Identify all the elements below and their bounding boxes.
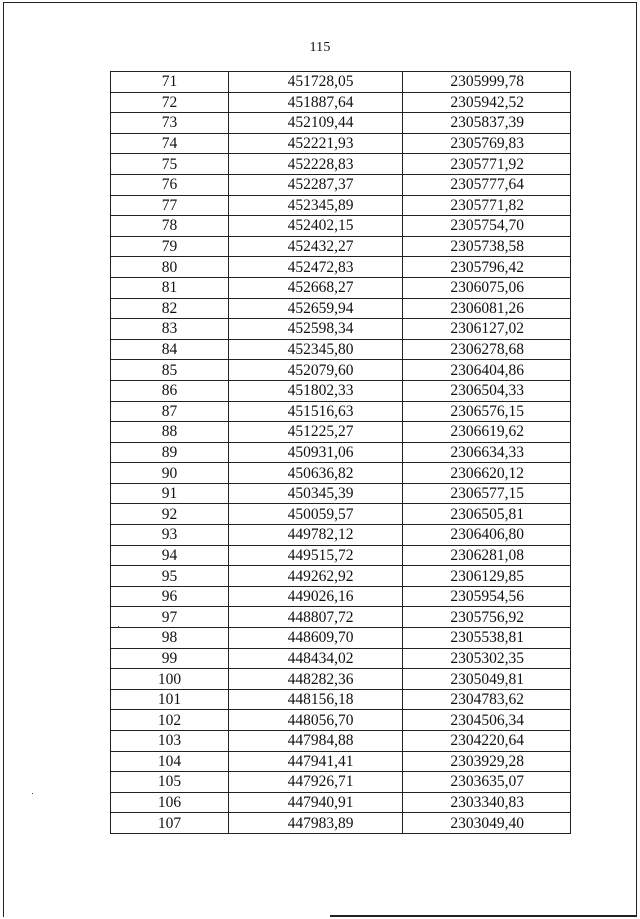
scan-speck (118, 626, 119, 627)
point-number-cell: 98 (111, 628, 229, 649)
point-number-cell: 72 (111, 92, 229, 113)
point-number-cell: 91 (111, 483, 229, 504)
point-number-cell: 101 (111, 689, 229, 710)
x-coordinate-cell: 448807,72 (229, 607, 403, 628)
x-coordinate-cell: 451516,63 (229, 401, 403, 422)
x-coordinate-cell: 452079,60 (229, 360, 403, 381)
y-coordinate-cell: 2303340,83 (403, 792, 571, 813)
y-coordinate-cell: 2306577,15 (403, 483, 571, 504)
x-coordinate-cell: 447941,41 (229, 751, 403, 772)
point-number-cell: 86 (111, 380, 229, 401)
x-coordinate-cell: 448056,70 (229, 710, 403, 731)
point-number-cell: 93 (111, 525, 229, 546)
x-coordinate-cell: 447984,88 (229, 731, 403, 752)
x-coordinate-cell: 447926,71 (229, 772, 403, 793)
table-row (111, 669, 571, 690)
x-coordinate-cell: 452598,34 (229, 319, 403, 340)
page-bottom-edge (330, 915, 637, 917)
x-coordinate-cell: 448282,36 (229, 669, 403, 690)
x-coordinate-cell: 449262,92 (229, 566, 403, 587)
table-row (111, 463, 571, 484)
point-number-cell: 89 (111, 442, 229, 463)
table-row (111, 113, 571, 134)
table-row (111, 216, 571, 237)
point-number-cell: 95 (111, 566, 229, 587)
table-row (111, 422, 571, 443)
y-coordinate-cell: 2303635,07 (403, 772, 571, 793)
y-coordinate-cell: 2305738,58 (403, 236, 571, 257)
table-row (111, 380, 571, 401)
point-number-cell: 76 (111, 174, 229, 195)
y-coordinate-cell: 2305796,42 (403, 257, 571, 278)
y-coordinate-cell: 2304506,34 (403, 710, 571, 731)
table-row (111, 731, 571, 752)
x-coordinate-cell: 450059,57 (229, 504, 403, 525)
table-row (111, 92, 571, 113)
y-coordinate-cell: 2305954,56 (403, 586, 571, 607)
point-number-cell: 74 (111, 133, 229, 154)
point-number-cell: 80 (111, 257, 229, 278)
x-coordinate-cell: 451802,33 (229, 380, 403, 401)
x-coordinate-cell: 448609,70 (229, 628, 403, 649)
table-row (111, 504, 571, 525)
page-number: 115 (309, 40, 331, 55)
point-number-cell: 81 (111, 277, 229, 298)
table-row (111, 607, 571, 628)
x-coordinate-cell: 449515,72 (229, 545, 403, 566)
point-number-cell: 84 (111, 339, 229, 360)
table-row (111, 401, 571, 422)
table-row (111, 648, 571, 669)
table-row (111, 710, 571, 731)
point-number-cell: 102 (111, 710, 229, 731)
table-row (111, 195, 571, 216)
point-number-cell: 75 (111, 154, 229, 175)
point-number-cell: 94 (111, 545, 229, 566)
x-coordinate-cell: 452345,89 (229, 195, 403, 216)
y-coordinate-cell: 2305999,78 (403, 72, 571, 93)
x-coordinate-cell: 452287,37 (229, 174, 403, 195)
point-number-cell: 97 (111, 607, 229, 628)
point-number-cell: 103 (111, 731, 229, 752)
y-coordinate-cell: 2305771,82 (403, 195, 571, 216)
table-row (111, 174, 571, 195)
y-coordinate-cell: 2306576,15 (403, 401, 571, 422)
x-coordinate-cell: 452432,27 (229, 236, 403, 257)
point-number-cell: 79 (111, 236, 229, 257)
y-coordinate-cell: 2305302,35 (403, 648, 571, 669)
table-row (111, 545, 571, 566)
y-coordinate-cell: 2303929,28 (403, 751, 571, 772)
x-coordinate-cell: 452659,94 (229, 298, 403, 319)
table-row (111, 751, 571, 772)
point-number-cell: 106 (111, 792, 229, 813)
point-number-cell: 107 (111, 813, 229, 834)
x-coordinate-cell: 452472,83 (229, 257, 403, 278)
table-row (111, 813, 571, 834)
point-number-cell: 88 (111, 422, 229, 443)
x-coordinate-cell: 449782,12 (229, 525, 403, 546)
table-row (111, 792, 571, 813)
table-row (111, 525, 571, 546)
y-coordinate-cell: 2306505,81 (403, 504, 571, 525)
table-row (111, 319, 571, 340)
y-coordinate-cell: 2305777,64 (403, 174, 571, 195)
y-coordinate-cell: 2306634,33 (403, 442, 571, 463)
point-number-cell: 83 (111, 319, 229, 340)
y-coordinate-cell: 2306129,85 (403, 566, 571, 587)
x-coordinate-cell: 452228,83 (229, 154, 403, 175)
point-number-cell: 99 (111, 648, 229, 669)
x-coordinate-cell: 447940,91 (229, 792, 403, 813)
x-coordinate-cell: 450345,39 (229, 483, 403, 504)
x-coordinate-cell: 451225,27 (229, 422, 403, 443)
x-coordinate-cell: 452668,27 (229, 277, 403, 298)
table-row (111, 339, 571, 360)
point-number-cell: 77 (111, 195, 229, 216)
table-row (111, 442, 571, 463)
x-coordinate-cell: 450931,06 (229, 442, 403, 463)
point-number-cell: 104 (111, 751, 229, 772)
y-coordinate-cell: 2306619,62 (403, 422, 571, 443)
y-coordinate-cell: 2305756,92 (403, 607, 571, 628)
y-coordinate-cell: 2306620,12 (403, 463, 571, 484)
table-row (111, 257, 571, 278)
table-row (111, 586, 571, 607)
y-coordinate-cell: 2306081,26 (403, 298, 571, 319)
y-coordinate-cell: 2306075,06 (403, 277, 571, 298)
point-number-cell: 92 (111, 504, 229, 525)
table-row (111, 236, 571, 257)
x-coordinate-cell: 452221,93 (229, 133, 403, 154)
table-row (111, 72, 571, 93)
y-coordinate-cell: 2306281,08 (403, 545, 571, 566)
y-coordinate-cell: 2305771,92 (403, 154, 571, 175)
table-row (111, 154, 571, 175)
table-row (111, 133, 571, 154)
table-row (111, 483, 571, 504)
x-coordinate-cell: 448156,18 (229, 689, 403, 710)
x-coordinate-cell: 449026,16 (229, 586, 403, 607)
y-coordinate-cell: 2305942,52 (403, 92, 571, 113)
x-coordinate-cell: 452345,80 (229, 339, 403, 360)
x-coordinate-cell: 452402,15 (229, 216, 403, 237)
y-coordinate-cell: 2306504,33 (403, 380, 571, 401)
y-coordinate-cell: 2306278,68 (403, 339, 571, 360)
point-number-cell: 82 (111, 298, 229, 319)
y-coordinate-cell: 2305538,81 (403, 628, 571, 649)
point-number-cell: 105 (111, 772, 229, 793)
point-number-cell: 78 (111, 216, 229, 237)
point-number-cell: 85 (111, 360, 229, 381)
y-coordinate-cell: 2306406,80 (403, 525, 571, 546)
y-coordinate-cell: 2304220,64 (403, 731, 571, 752)
x-coordinate-cell: 447983,89 (229, 813, 403, 834)
x-coordinate-cell: 450636,82 (229, 463, 403, 484)
coordinates-table (110, 71, 571, 834)
y-coordinate-cell: 2306127,02 (403, 319, 571, 340)
table-row (111, 277, 571, 298)
y-coordinate-cell: 2303049,40 (403, 813, 571, 834)
y-coordinate-cell: 2304783,62 (403, 689, 571, 710)
point-number-cell: 87 (111, 401, 229, 422)
table-row (111, 772, 571, 793)
y-coordinate-cell: 2305754,70 (403, 216, 571, 237)
y-coordinate-cell: 2305049,81 (403, 669, 571, 690)
point-number-cell: 71 (111, 72, 229, 93)
point-number-cell: 90 (111, 463, 229, 484)
x-coordinate-cell: 451887,64 (229, 92, 403, 113)
x-coordinate-cell: 448434,02 (229, 648, 403, 669)
y-coordinate-cell: 2305837,39 (403, 113, 571, 134)
x-coordinate-cell: 452109,44 (229, 113, 403, 134)
x-coordinate-cell: 451728,05 (229, 72, 403, 93)
point-number-cell: 96 (111, 586, 229, 607)
point-number-cell: 73 (111, 113, 229, 134)
y-coordinate-cell: 2305769,83 (403, 133, 571, 154)
y-coordinate-cell: 2306404,86 (403, 360, 571, 381)
point-number-cell: 100 (111, 669, 229, 690)
table-row (111, 628, 571, 649)
coordinates-table-body (111, 72, 571, 834)
table-row (111, 298, 571, 319)
scan-speck (32, 793, 33, 794)
table-row (111, 689, 571, 710)
table-row (111, 360, 571, 381)
table-row (111, 566, 571, 587)
